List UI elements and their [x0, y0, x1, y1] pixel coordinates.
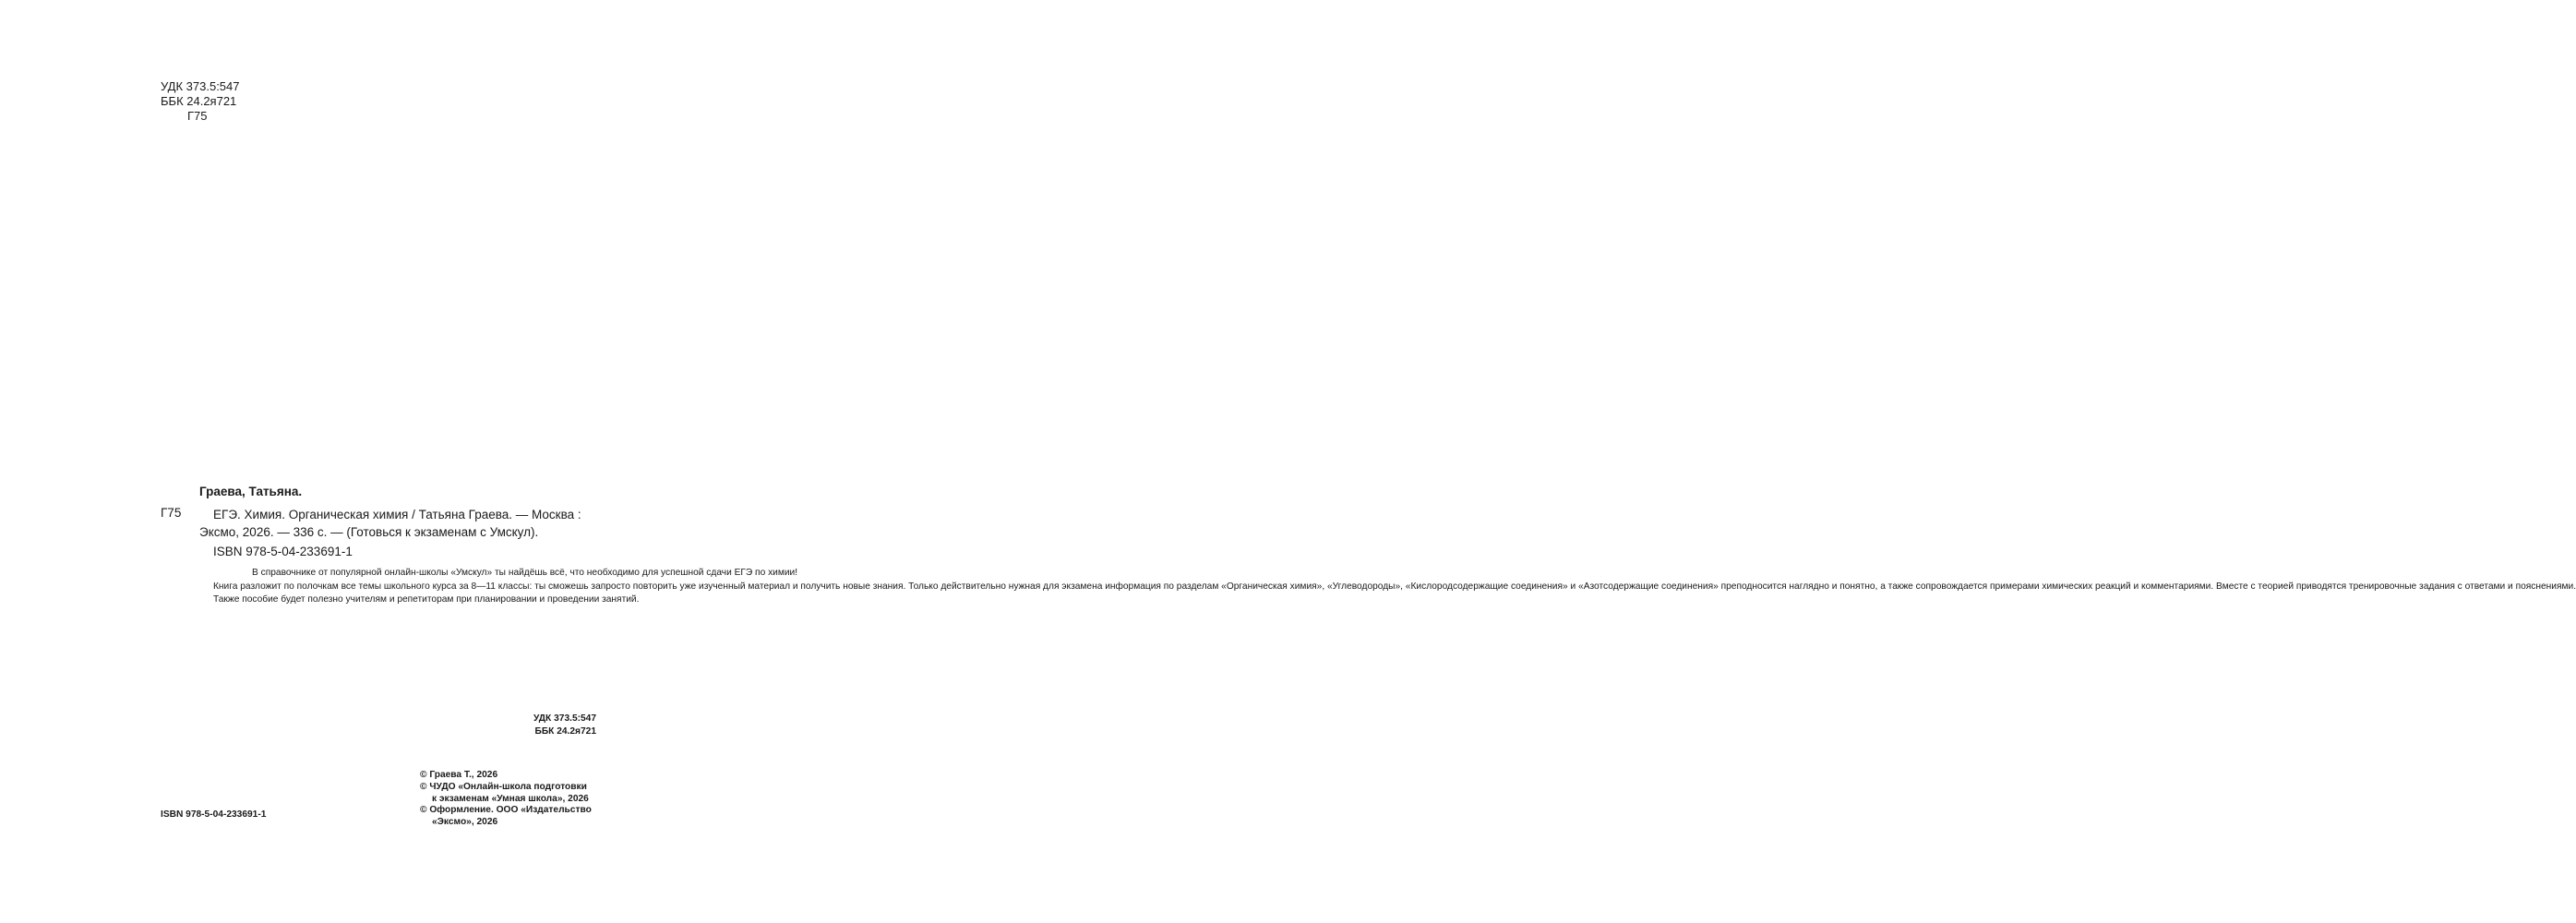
- copyright-line-2: © ЧУДО «Онлайн-школа подготовки: [420, 781, 587, 792]
- entry-title-line2: Эксмо, 2026. — 336 с. — (Готовься к экзаменам с Умскул).: [199, 525, 539, 539]
- annotation-paragraph-3: Также пособие будет полезно учителям и репетиторам при планировании и проведении занятий.: [213, 594, 640, 605]
- annotation-paragraph-1: В справочнике от популярной онлайн-школы «Умскул» ты найдёшь всё, что необходимо для успешной сдачи ЕГЭ по химии!: [252, 568, 798, 578]
- bbk-code-bottom: ББК 24.2я721: [534, 726, 596, 737]
- author-heading: Граева, Татьяна.: [199, 485, 303, 498]
- copyright-line-1: © Граева Т., 2026: [420, 770, 498, 780]
- isbn-bottom: ISBN 978-5-04-233691-1: [161, 809, 267, 820]
- classification-codes: [161, 79, 240, 124]
- annotation: [198, 567, 2576, 607]
- annotation-paragraph-2: Книга разложит по полочкам все темы школьного курса за 8—11 классы: ты сможешь запросто повторить уже изученный материал и получить новые знания. Только действительно нужная для экзамена информация по разделам «Органическая химия», «Углеводороды», «Кислородсодержащие соединения» и «Азотсодержащие соединения» преподносится наглядно и понятно, а также сопровождается примерами химических реакций и комментариями. Вместе с теорией приводятся тренировочные задания с ответами и пояснениями.: [213, 581, 2576, 592]
- isbn: ISBN 978-5-04-233691-1: [213, 545, 353, 558]
- udk-code-bottom: УДК 373.5:547: [533, 713, 596, 724]
- copyright-line-4: © Оформление. ООО «Издательство: [420, 805, 592, 816]
- bbk-code: ББК 24.2я721: [161, 94, 237, 108]
- copyright-line-3: к экзаменам «Умная школа», 2026: [432, 793, 589, 804]
- udk-code: УДК 373.5:547: [161, 79, 240, 93]
- bibliographic-entry: [199, 506, 601, 541]
- entry-title-line1: ЕГЭ. Химия. Органическая химия / Татьяна Граева. — Москва :: [213, 508, 581, 521]
- classification-codes-bottom: [498, 713, 596, 738]
- author-mark: Г75: [187, 109, 208, 123]
- copyright-block: [420, 770, 592, 829]
- entry-author-mark: Г75: [161, 506, 182, 520]
- copyright-line-5: «Эксмо», 2026: [432, 817, 498, 828]
